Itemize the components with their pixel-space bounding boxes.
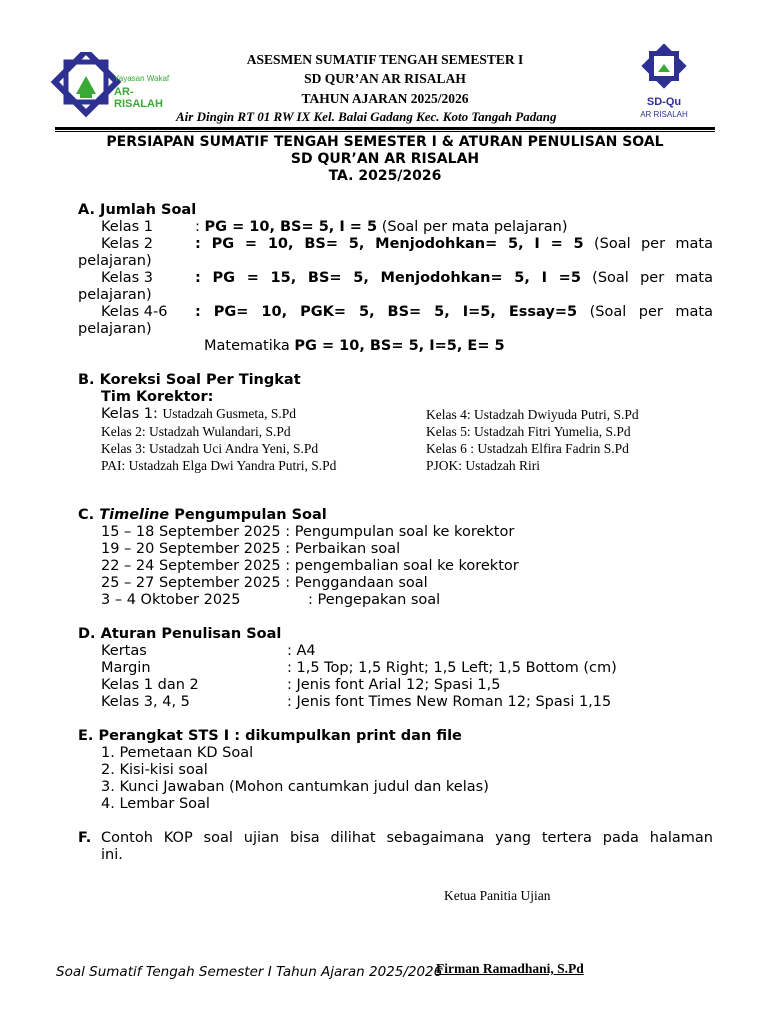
school-logo xyxy=(636,44,692,122)
kelas-1-label: Kelas 1 xyxy=(101,219,154,235)
korektor-left-3: Kelas 3: Ustadzah Uci Andra Yeni, S.Pd xyxy=(101,441,319,456)
kelas-1-counts: PG = 10, BS= 5, I = 5 xyxy=(204,219,378,235)
korektor-right-2: Kelas 5: Ustadzah Fitri Yumelia, S.Pd xyxy=(426,424,631,439)
section-c-rest: Pengumpulan Soal xyxy=(174,507,327,523)
rule-value-3: : Jenis font Arial 12; Spasi 1,5 xyxy=(287,677,501,693)
kelas-1-note: (Soal per mata pelajaran) xyxy=(381,219,568,235)
korektor-kelas-1 xyxy=(101,406,296,422)
header-line-1: ASESMEN SUMATIF TENGAH SEMESTER I xyxy=(246,52,524,67)
logo-right-top-text: SD-Qu xyxy=(646,96,682,108)
logo-left-small-text: Yayasan Wakaf xyxy=(114,74,170,83)
header-rule-thin xyxy=(55,131,715,132)
kelas-3-note: (Soal per mata xyxy=(592,270,713,286)
timeline-item-5-date: 3 – 4 Oktober 2025 xyxy=(101,592,241,608)
doc-title-2: SD QUR’AN AR RISALAH xyxy=(290,151,480,167)
kelas-3-row xyxy=(195,270,713,287)
perangkat-item-4: 4. Lembar Soal xyxy=(101,796,210,812)
korektor-right-4: PJOK: Ustadzah Riri xyxy=(426,458,540,473)
section-e-heading: E. Perangkat STS I : dikumpulkan print dan file xyxy=(78,728,462,744)
section-f-line-1: Contoh KOP soal ujian bisa dilihat sebagaimana yang tertera pada halaman xyxy=(101,830,713,846)
rule-label-2: Margin xyxy=(101,660,151,676)
yayasan-logo xyxy=(46,52,176,124)
section-c-heading xyxy=(78,507,327,524)
section-c-letter: C. xyxy=(78,507,95,523)
signature-name: Firman Ramadhani, S.Pd xyxy=(436,961,584,976)
signature-role: Ketua Panitia Ujian xyxy=(444,888,551,903)
korektor-right-1: Kelas 4: Ustadzah Dwiyuda Putri, S.Pd xyxy=(426,407,639,422)
section-f-line-2: ini. xyxy=(101,847,123,863)
kelas-3-counts: : PG = 15, BS= 5, Menjodohkan= 5, I =5 xyxy=(195,270,581,286)
rule-value-4: : Jenis font Times New Roman 12; Spasi 1,15 xyxy=(287,694,612,710)
doc-title-1: PERSIAPAN SUMATIF TENGAH SEMESTER I & ATURAN PENULISAN SOAL xyxy=(106,134,664,150)
kelas-2-label: Kelas 2 xyxy=(101,236,154,252)
kelas-3-label: Kelas 3 xyxy=(101,270,154,286)
kelas-4-note: (Soal per mata xyxy=(589,304,713,320)
page-footer: Soal Sumatif Tengah Semester I Tahun Ajaran 2025/2026 xyxy=(56,964,443,980)
korektor-kelas-1-label: Kelas 1: xyxy=(101,406,158,422)
kelas-1-row xyxy=(195,219,567,236)
korektor-right-3: Kelas 6 : Ustadzah Elfira Fadrin S.Pd xyxy=(426,441,629,456)
section-b-heading: B. Koreksi Soal Per Tingkat xyxy=(78,372,301,388)
rule-value-2: : 1,5 Top; 1,5 Right; 1,5 Left; 1,5 Bottom (cm) xyxy=(287,660,617,676)
timeline-item-5-text: : Pengepakan soal xyxy=(308,592,441,608)
timeline-item-3: 22 – 24 September 2025 : pengembalian soal ke korektor xyxy=(101,558,519,574)
section-b-subheading: Tim Korektor: xyxy=(101,389,214,405)
logo-right-bottom-text: AR RISALAH xyxy=(640,110,688,119)
korektor-left-2: Kelas 2: Ustadzah Wulandari, S.Pd xyxy=(101,424,291,439)
kelas-4-row xyxy=(195,304,713,321)
kelas-2-cont: pelajaran) xyxy=(78,253,152,269)
doc-title-3: TA. 2025/2026 xyxy=(328,168,442,184)
matematika-label: Matematika xyxy=(204,338,290,354)
header-line-2: SD QUR’AN AR RISALAH xyxy=(304,71,466,86)
section-d-heading: D. Aturan Penulisan Soal xyxy=(78,626,282,642)
header-line-3: TAHUN AJARAN 2025/2026 xyxy=(301,91,469,106)
kelas-2-row xyxy=(195,236,713,253)
timeline-item-1: 15 – 18 September 2025 : Pengumpulan soal ke korektor xyxy=(101,524,515,540)
perangkat-item-2: 2. Kisi-kisi soal xyxy=(101,762,208,778)
section-a-heading: A. Jumlah Soal xyxy=(78,202,197,218)
perangkat-item-1: 1. Pemetaan KD Soal xyxy=(101,745,254,761)
header-address: Air Dingin RT 01 RW IX Kel. Balai Gadang Kec. Koto Tangah Padang xyxy=(176,109,557,124)
kelas-4-cont: pelajaran) xyxy=(78,321,152,337)
matematika-counts: PG = 10, BS= 5, I=5, E= 5 xyxy=(294,338,505,354)
rule-label-1: Kertas xyxy=(101,643,147,659)
section-c-italic: Timeline xyxy=(99,507,170,523)
kelas-2-note: (Soal per mata xyxy=(593,236,713,252)
header-rule-thick xyxy=(55,127,715,130)
korektor-left-4: PAI: Ustadzah Elga Dwi Yandra Putri, S.Pd xyxy=(101,458,337,473)
kelas-2-counts: : PG = 10, BS= 5, Menjodohkan= 5, I = 5 xyxy=(195,236,584,252)
kelas-4-counts: : PG= 10, PGK= 5, BS= 5, I=5, Essay=5 xyxy=(195,304,578,320)
kelas-3-cont: pelajaran) xyxy=(78,287,152,303)
rule-label-4: Kelas 3, 4, 5 xyxy=(101,694,190,710)
logo-left-big-text: AR-RISALAH xyxy=(114,86,163,110)
section-f-letter: F. xyxy=(78,830,92,846)
korektor-kelas-1-name: Ustadzah Gusmeta, S.Pd xyxy=(162,406,296,421)
timeline-item-2: 19 – 20 September 2025 : Perbaikan soal xyxy=(101,541,401,557)
kelas-1-colon: : xyxy=(195,219,200,235)
perangkat-item-3: 3. Kunci Jawaban (Mohon cantumkan judul dan kelas) xyxy=(101,779,489,795)
kelas-4-label: Kelas 4-6 xyxy=(101,304,168,320)
rule-label-3: Kelas 1 dan 2 xyxy=(101,677,199,693)
matematika-row xyxy=(204,338,505,355)
timeline-item-4: 25 – 27 September 2025 : Penggandaan soal xyxy=(101,575,428,591)
rule-value-1: : A4 xyxy=(287,643,316,659)
